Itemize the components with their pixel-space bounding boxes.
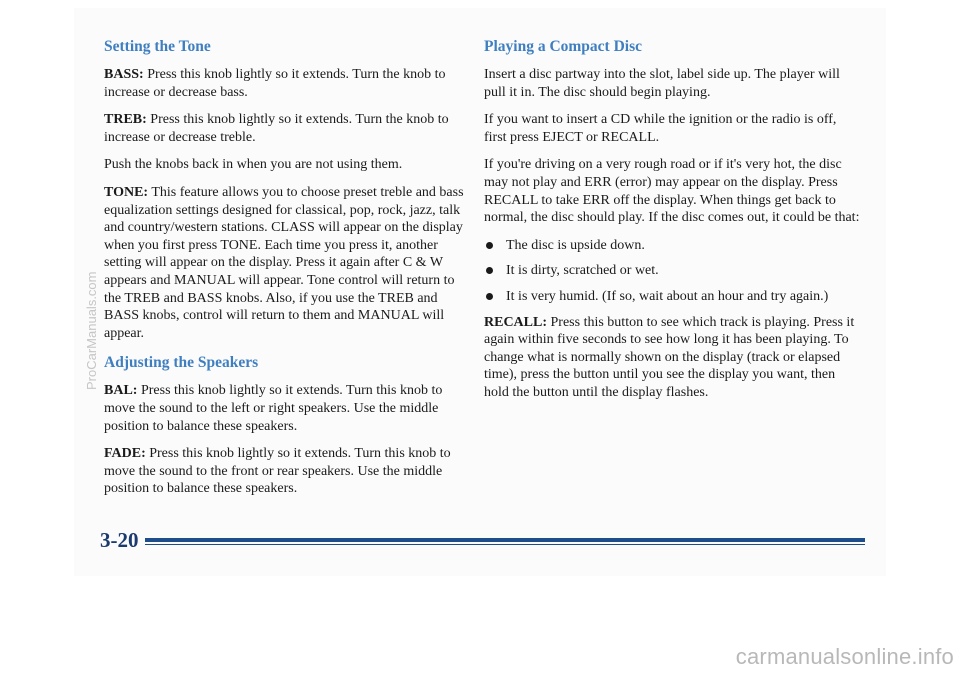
term-recall: RECALL: (484, 314, 548, 330)
paragraph-cd-2: If you want to insert a CD while the ignition or the radio is off, first press EJECT or RECALL. (484, 112, 837, 145)
text-fade: Press this knob lightly so it extends. Turn this knob to move the sound to the front or rear speakers. Use the middle position to balance these speakers. (104, 446, 451, 497)
watermark-side: ProCarManuals.com (84, 271, 99, 390)
text-bal: Press this knob lightly so it extends. Turn this knob to move the sound to the left or right speakers. Use the middle position to balance these speakers. (104, 383, 443, 434)
bullet-text: It is dirty, scratched or wet. (506, 263, 659, 279)
paragraph-cd-3: If you're driving on a very rough road or if it's very hot, the disc may not play and ERR (error) may appear on the display. Press RECALL to take ERR off the display. When things get back to normal, the disc should play. If the disc comes out, it could be that: (484, 157, 860, 226)
bullet-icon (486, 242, 493, 249)
paragraph-fade (104, 445, 464, 498)
right-column (484, 38, 860, 412)
bullet-list (484, 237, 860, 306)
list-item (484, 237, 860, 255)
heading-playing-cd: Playing a Compact Disc (484, 38, 643, 55)
heading-setting-tone: Setting the Tone (104, 38, 211, 55)
watermark-bottom: carmanualsonline.info (735, 644, 954, 669)
term-bass: BASS: (104, 67, 144, 82)
manual-page (74, 8, 886, 576)
page-number: 3-20 (100, 528, 139, 552)
paragraph-cd-1: Insert a disc partway into the slot, label side up. The player will pull it in. The disc should begin playing. (484, 67, 840, 100)
text-recall: Press this button to see which track is playing. Press it again within five seconds to see how long it has been playing. To change what is normally shown on the display (track or elapsed time), press the button until you see the display you want, then hold the button until the display flashes. (484, 314, 855, 400)
bullet-icon (486, 267, 493, 274)
paragraph-recall (484, 314, 860, 402)
text-treb: Press this knob lightly so it extends. Turn the knob to increase or decrease treble. (104, 112, 449, 145)
footer-rule-thin (145, 544, 865, 545)
term-tone: TONE: (104, 184, 149, 200)
left-column (104, 38, 464, 508)
paragraph-bal (104, 382, 464, 435)
term-treb: TREB: (104, 112, 147, 128)
paragraph-bass (104, 66, 464, 101)
footer-rule (145, 538, 865, 542)
list-item (484, 262, 860, 280)
term-bal: BAL: (104, 383, 138, 399)
paragraph-treb (104, 111, 464, 146)
bullet-text: The disc is upside down. (506, 237, 645, 253)
text-tone: This feature allows you to choose preset treble and bass equalization settings designed for classical, pop, rock, jazz, talk and country/western stations. CLASS will appear on the display when you first press TONE. Each time you press it, another setting will appear on the display. Press it again after C & W appears and MANUAL will appear. Tone control will return to the TREB and BASS knobs. Also, if you use the TREB and BASS knobs, control will return to them and MANUAL will appear. (104, 184, 464, 341)
bullet-icon (486, 293, 493, 300)
text-bass: Press this knob lightly so it extends. Turn the knob to increase or decrease bass. (104, 67, 446, 100)
list-item (484, 288, 860, 306)
paragraph-tone (104, 184, 464, 342)
heading-adjusting-speakers: Adjusting the Speakers (104, 354, 259, 372)
bullet-text: It is very humid. (If so, wait about an hour and try again.) (506, 288, 829, 304)
paragraph-push: Push the knobs back in when you are not using them. (104, 157, 403, 173)
term-fade: FADE: (104, 446, 146, 462)
